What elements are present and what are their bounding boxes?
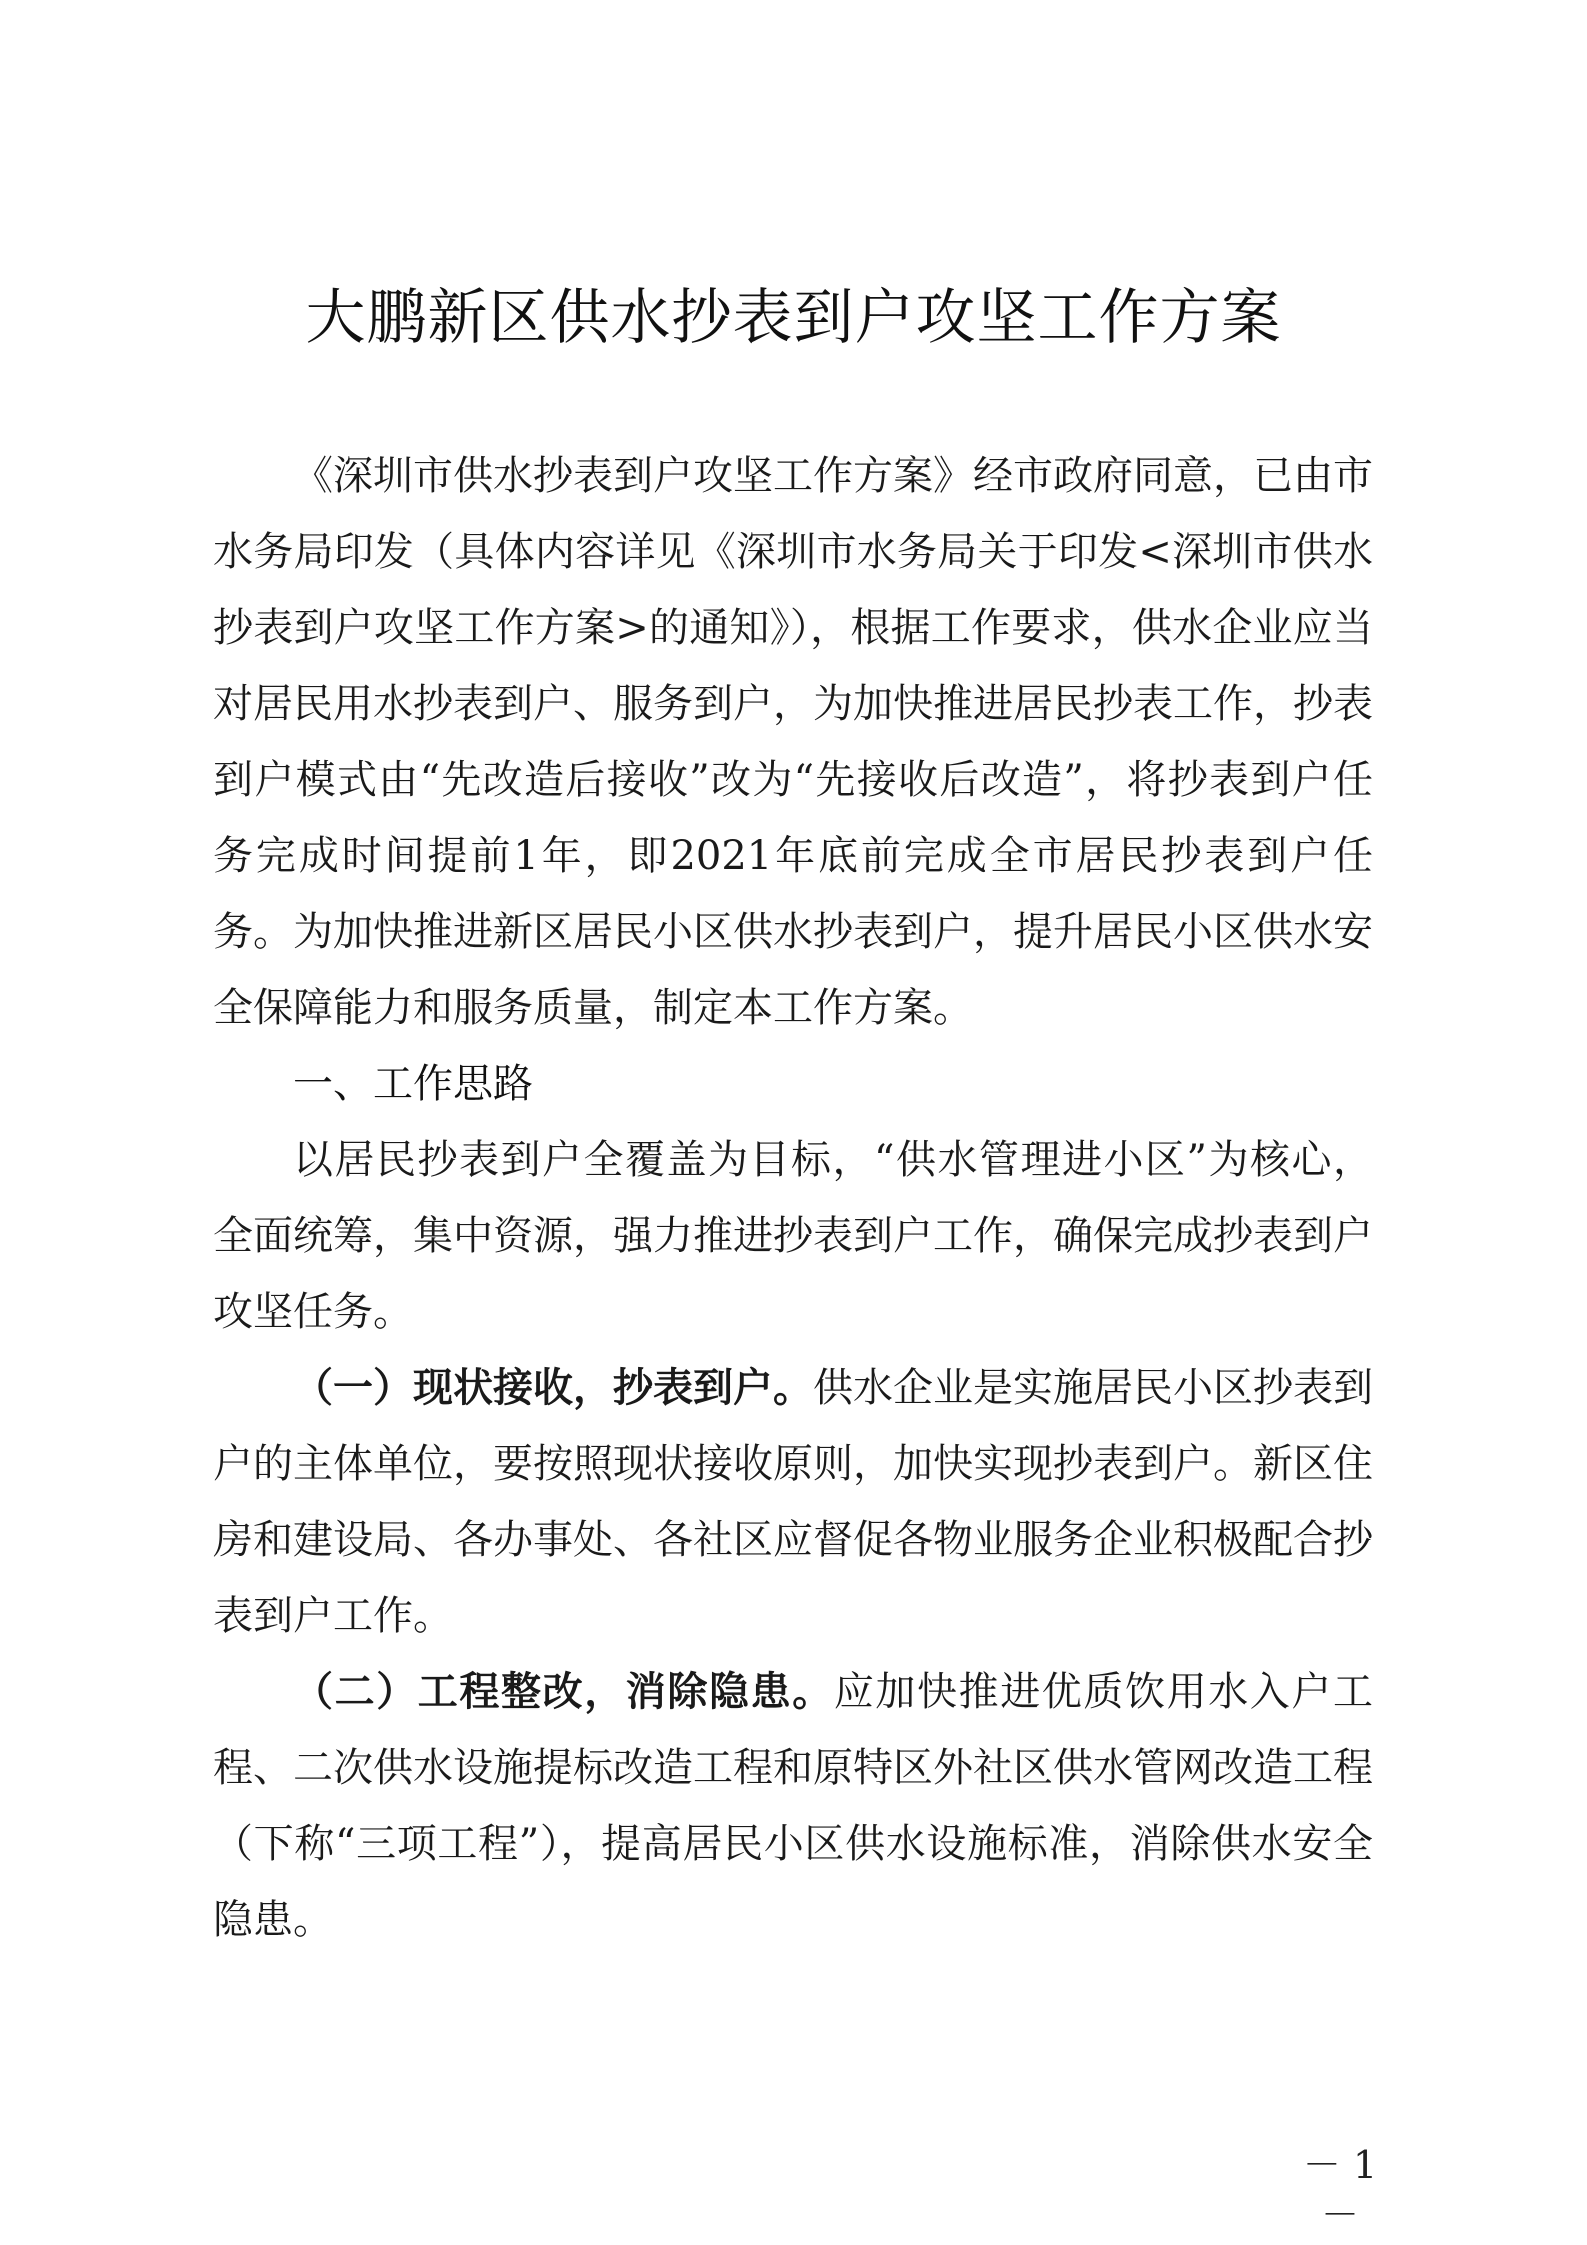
document-title: 大鹏新区供水抄表到户攻坚工作方案 <box>305 283 1282 353</box>
intro-paragraph: 《深圳市供水抄表到户攻坚工作方案》经市政府同意，已由市水务局印发（具体内容详见《深圳市水务局关于印发<深圳市供水抄表到户攻坚工作方案>的通知》），根据工作要求，供水企业应当对居民用水抄表到户、服务到户，为加快推进居民抄表工作，抄表到户模式由“先改造后接收”改为“先接收后改造”，将抄表到户任务完成时间提前1年，即2021年底前完成全市居民抄表到户任务。为加快推进新区居民小区供水抄表到户，提升居民小区供水安全保障能力和服务质量，制定本工作方案。 <box>213 453 1373 1031</box>
item-heading-1: （一）现状接收，抄表到户。 <box>293 1365 813 1411</box>
item-heading-2: （二）工程整改，消除隐患。 <box>293 1669 834 1715</box>
page-number: － 1 － <box>1302 2143 1378 2237</box>
item-text-1: 供水企业是实施居民小区抄表到户的主体单位，要按照现状接收原则，加快实现抄表到户。新区住房和建设局、各办事处、各社区应督促各物业服务企业积极配合抄表到户工作。 <box>213 1365 1373 1639</box>
item-paragraph-1 <box>213 1350 1373 1654</box>
item-text-2: 应加快推进优质饮用水入户工程、二次供水设施提标改造工程和原特区外社区供水管网改造工程（下称“三项工程”），提高居民小区供水设施标准，消除供水安全隐患。 <box>213 1669 1374 1943</box>
section-heading-work-approach: 一、工作思路 <box>293 1061 533 1107</box>
item-paragraph-2 <box>213 1654 1373 1958</box>
section-paragraph-work-approach: 以居民抄表到户全覆盖为目标，“供水管理进小区”为核心，全面统筹，集中资源，强力推进抄表到户工作，确保完成抄表到户攻坚任务。 <box>213 1137 1373 1335</box>
document-body <box>213 438 1373 1958</box>
